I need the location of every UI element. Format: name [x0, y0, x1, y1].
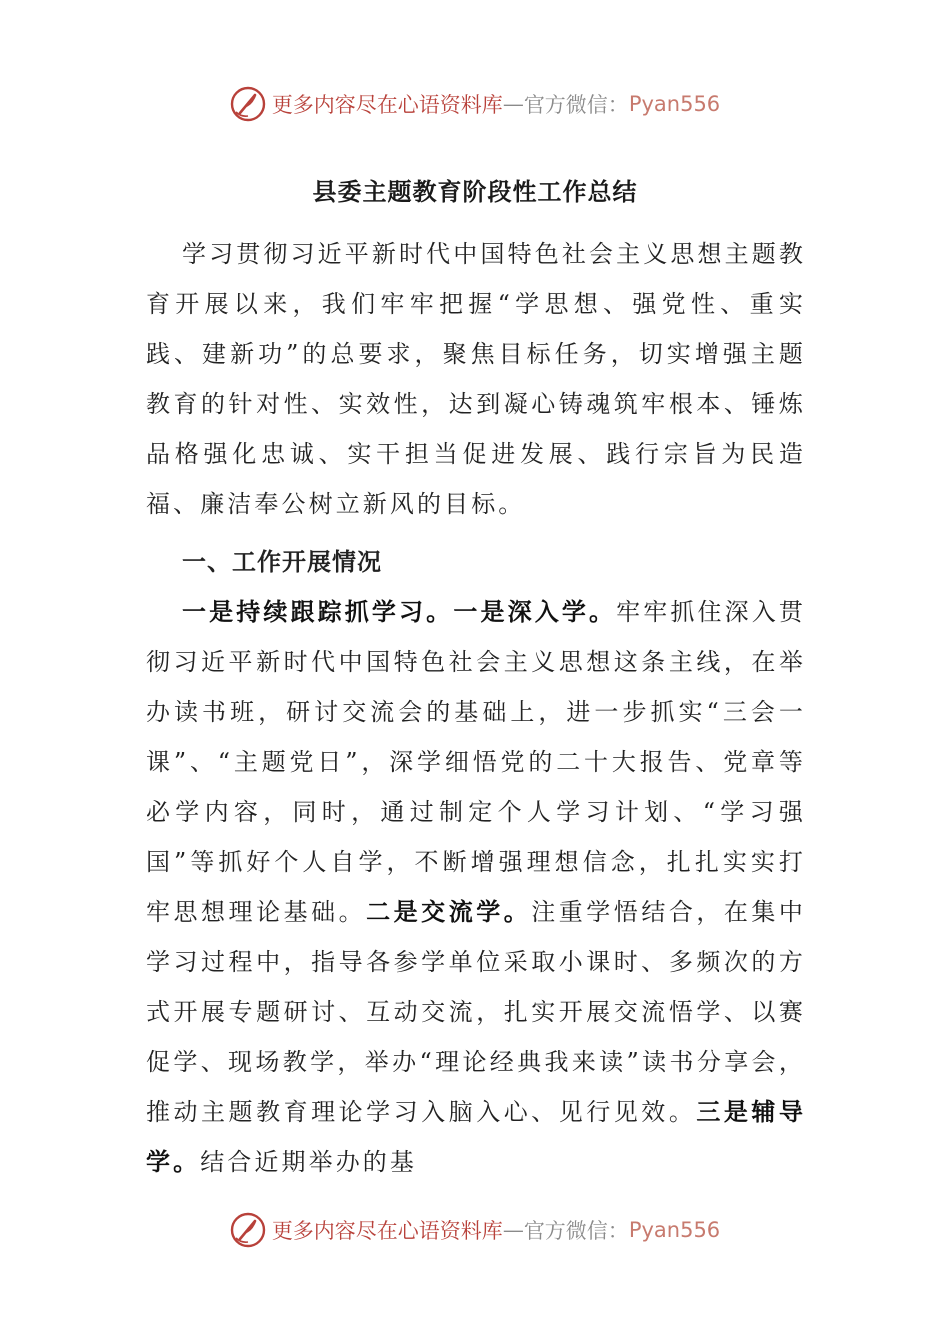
point2-bold: 二是交流学。: [366, 897, 532, 926]
banner-label: 官方微信：: [523, 1219, 629, 1243]
section-heading: 一、工作开展情况: [182, 547, 382, 576]
banner-wechat-id: Pyan556: [628, 1218, 721, 1242]
banner-label: 官方微信：: [523, 93, 629, 117]
lead-bold: 一是持续跟踪抓学习。: [182, 597, 454, 626]
banner-dash: —: [502, 1218, 524, 1242]
quill-logo-icon: [230, 1212, 266, 1248]
point3-text: 结合近期举办的基: [200, 1148, 418, 1176]
point3-bold: 三是辅导学。: [146, 1097, 806, 1176]
point1-bold: 一是深入学。: [453, 597, 617, 626]
header-banner: [0, 84, 950, 124]
quill-logo-icon: [230, 86, 266, 122]
document-body: [146, 229, 806, 1187]
footer-banner: [0, 1210, 950, 1250]
banner-text: 更多内容尽在心语资料库: [271, 1219, 503, 1243]
banner-wechat-id: Pyan556: [628, 92, 721, 116]
banner-dash: —: [502, 92, 524, 116]
banner-text: 更多内容尽在心语资料库: [271, 93, 503, 117]
document-title: 县委主题教育阶段性工作总结: [312, 177, 638, 206]
section-paragraph: [146, 587, 806, 1187]
intro-paragraph: 学习贯彻习近平新时代中国特色社会主义思想主题教育开展以来，我们牢牢把握“学思想、强党性、重实践、建新功”的总要求，聚焦目标任务，切实增强主题教育的针对性、实效性，达到凝心铸魂筑牢根本、锤炼品格强化忠诚、实干担当促进发展、践行宗旨为民造福、廉洁奉公树立新风的目标。: [146, 240, 806, 518]
point1-text: 牢牢抓住深入贯彻习近平新时代中国特色社会主义思想这条主线，在举办读书班，研讨交流会的基础上，进一步抓实“三会一课”、“主题党日”，深学细悟党的二十大报告、党章等必学内容，同时，通过制定个人学习计划、“学习强国”等抓好个人自学，不断增强理想信念，扎扎实实打牢思想理论基础。: [146, 598, 806, 926]
point2-text: 注重学悟结合，在集中学习过程中，指导各参学单位采取小课时、多频次的方式开展专题研讨、互动交流，扎实开展交流悟学、以赛促学、现场教学，举办“理论经典我来读”读书分享会，推动主题教育理论学习入脑入心、见行见效。: [146, 898, 806, 1126]
